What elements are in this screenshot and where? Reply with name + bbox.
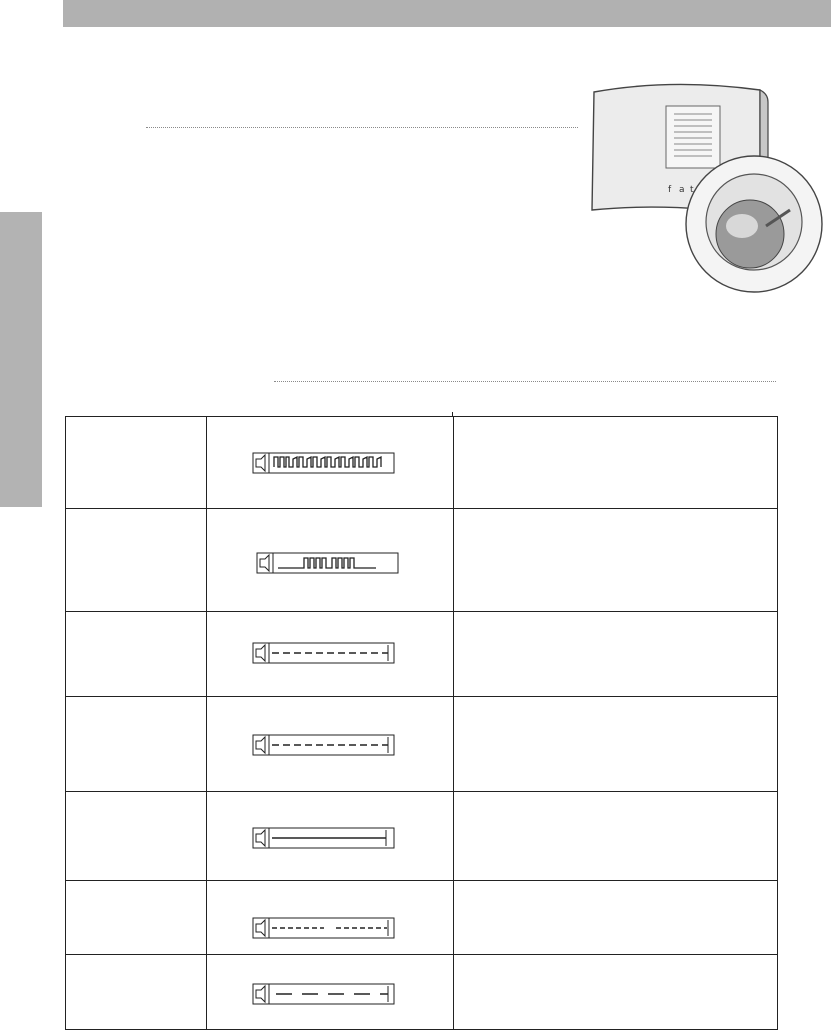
- signal-table: [65, 416, 778, 1030]
- signal-pattern-short-dashes: [252, 733, 396, 757]
- led-label: f: [668, 185, 672, 195]
- pattern-frame: [257, 553, 398, 573]
- signal-pattern-dash-groups: [252, 916, 396, 940]
- section-divider-top: [146, 127, 578, 128]
- signal-pattern-bursts: [256, 551, 400, 575]
- row-divider: [66, 954, 777, 955]
- row-divider: [66, 791, 777, 792]
- siren-detector-illustration: [582, 76, 828, 296]
- section-divider-table: [274, 381, 776, 382]
- chapter-side-tab: [0, 212, 42, 507]
- signal-pattern-continuous: [252, 826, 396, 850]
- row-divider: [66, 508, 777, 509]
- signal-pattern-long-dashes: [252, 982, 396, 1006]
- row-divider: [66, 611, 777, 612]
- header-bar: [63, 0, 831, 27]
- lens-highlight: [726, 214, 758, 238]
- row-divider: [66, 880, 777, 881]
- speaker-grille: [666, 106, 720, 168]
- signal-pattern-short-dashes: [252, 641, 396, 665]
- pattern-frame: [253, 984, 394, 1004]
- led-label: t: [690, 185, 694, 195]
- row-divider: [66, 696, 777, 697]
- signal-pattern-fast-modulated: [252, 451, 396, 475]
- led-label: a: [679, 185, 685, 195]
